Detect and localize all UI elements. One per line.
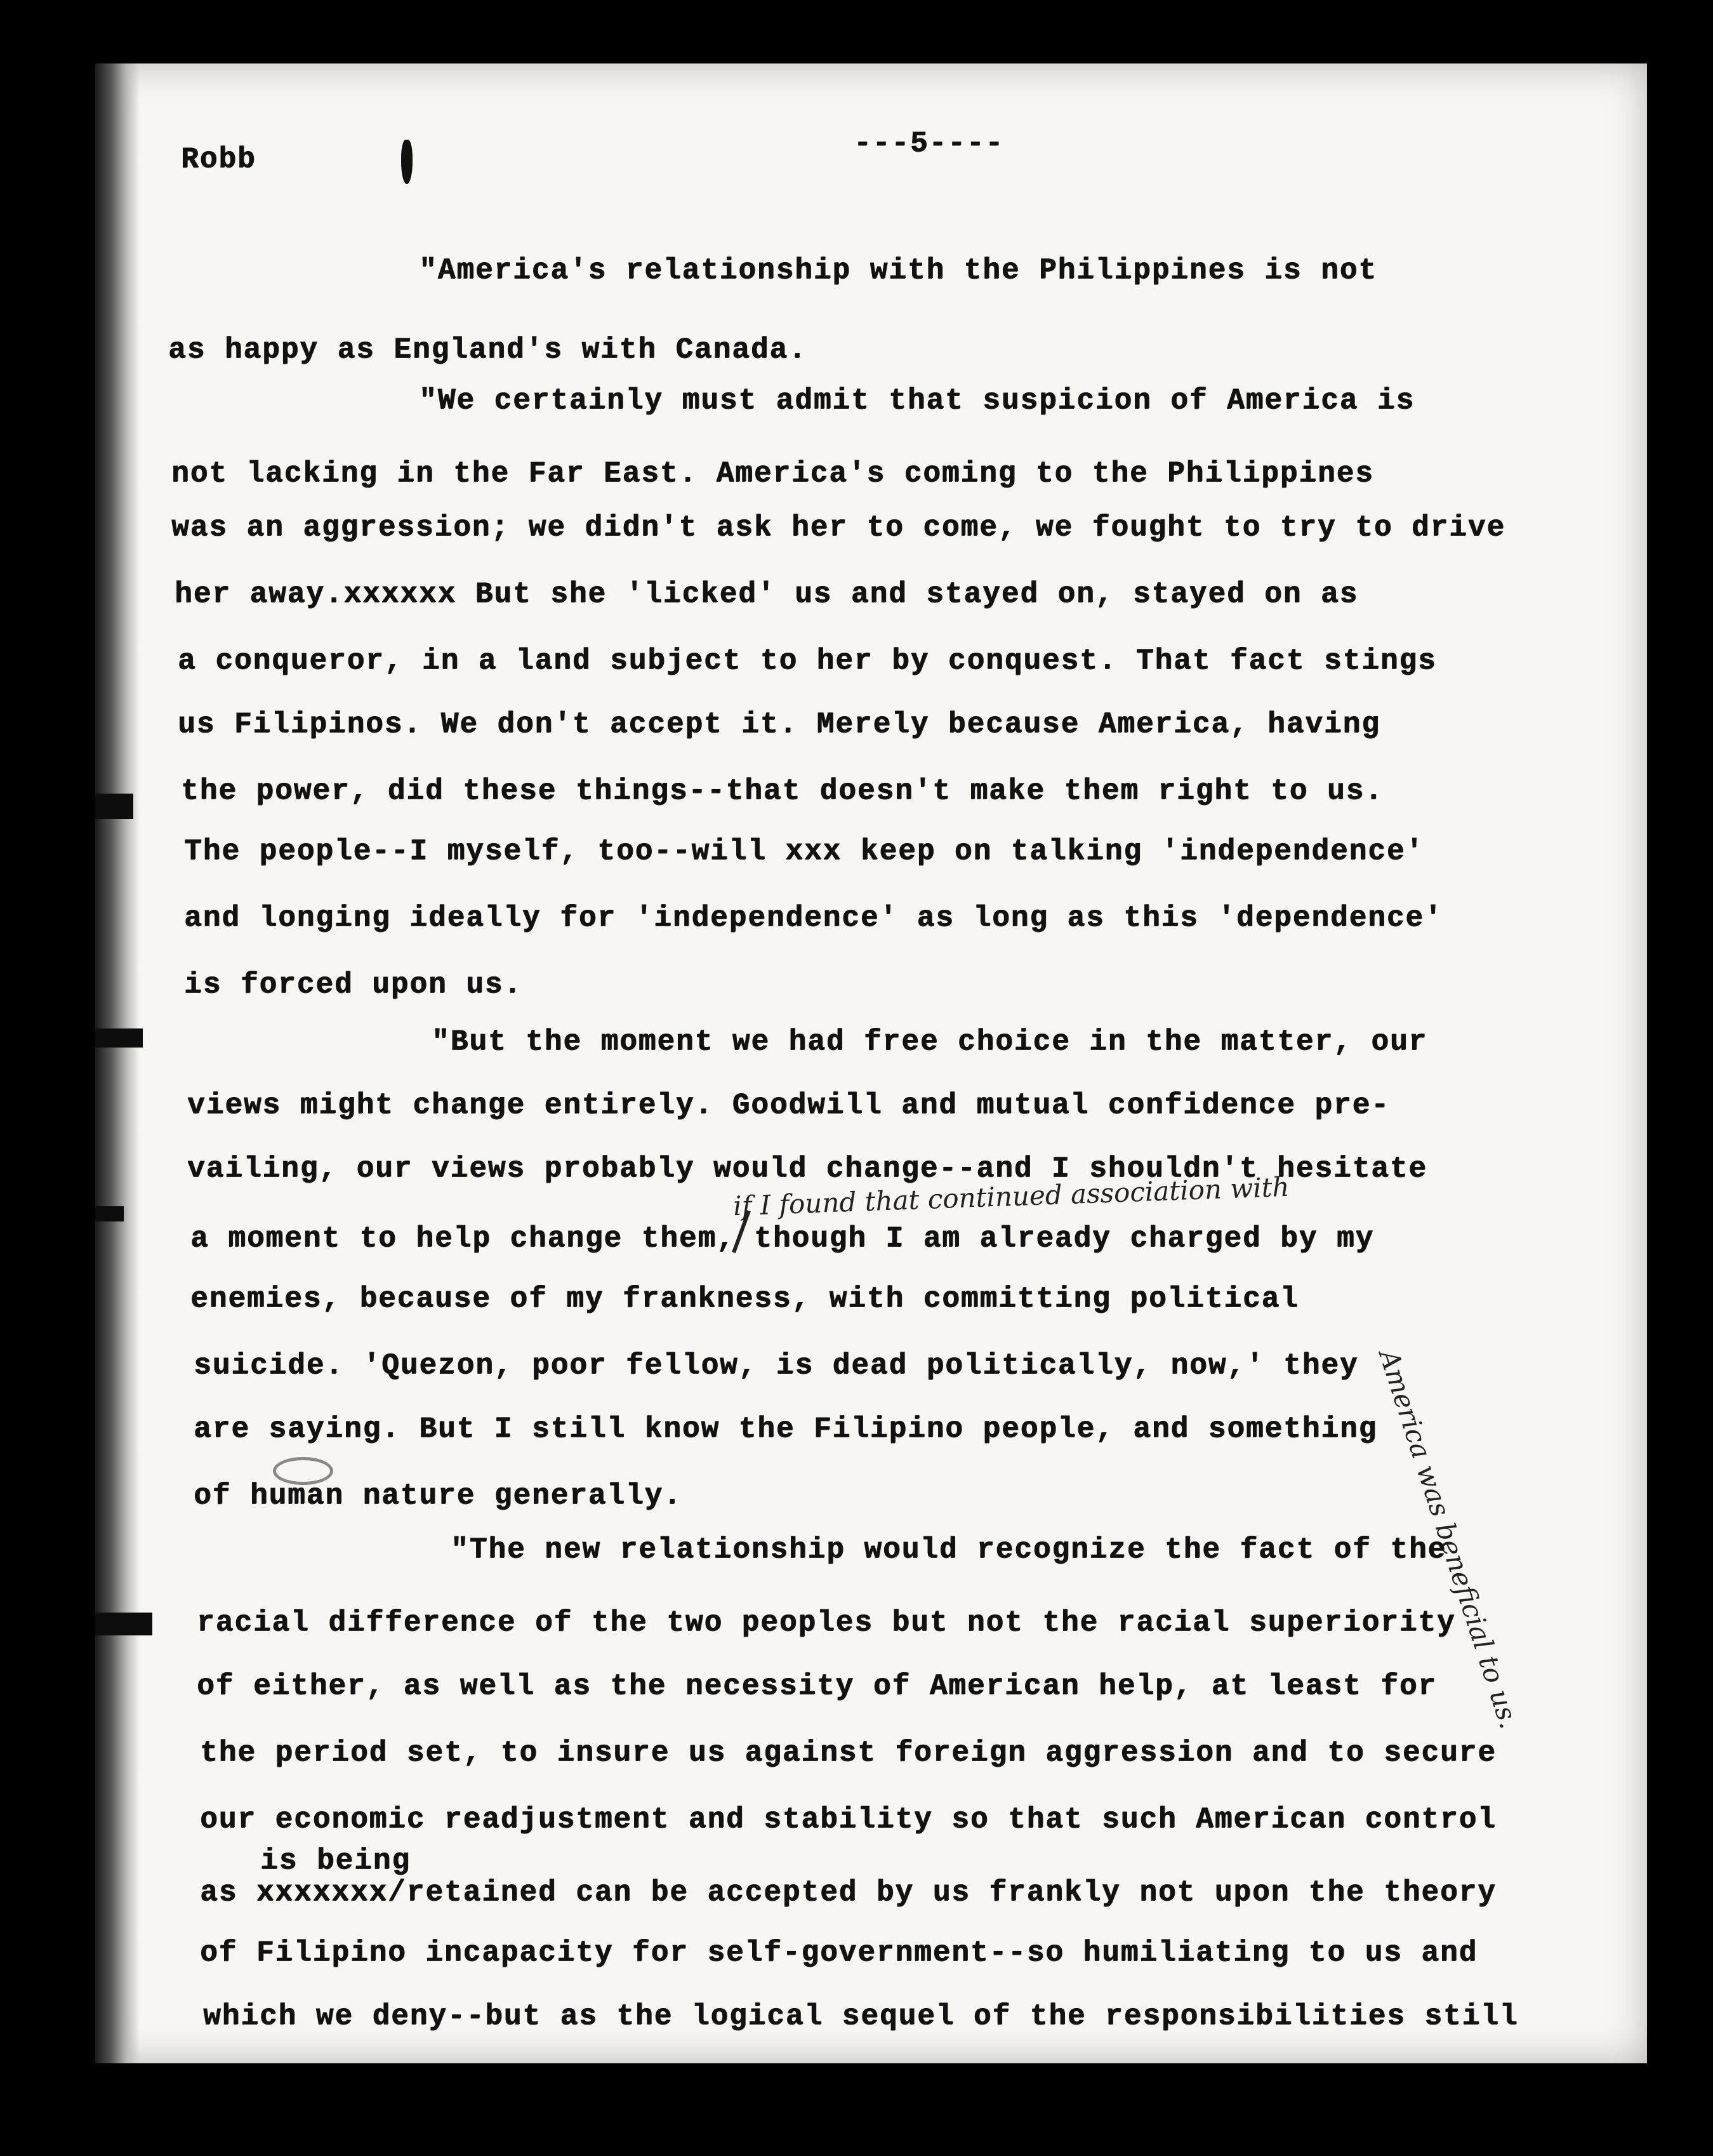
tear-mark: [95, 1028, 143, 1048]
tear-mark: [95, 1206, 124, 1221]
tear-mark: [95, 794, 133, 819]
text-line-14: views might change entirely. Goodwill and mutual confidence pre-: [187, 1089, 1390, 1122]
tear-mark: [95, 1613, 152, 1635]
header-author: Robb: [181, 143, 256, 176]
text-line-23: of either, as well as the necessity of American help, at least for: [197, 1670, 1437, 1703]
text-line-26: as xxxxxxx/retained can be accepted by us frankly not upon the theory: [200, 1876, 1497, 1909]
text-line-21: "The new relationship would recognize the fact of the: [451, 1533, 1447, 1566]
text-line-12: is forced upon us.: [184, 968, 522, 1001]
text-line-4: not lacking in the Far East. America's coming to the Philippines: [171, 457, 1374, 490]
text-line-5: was an aggression; we didn't ask her to come, we fought to try to drive: [171, 511, 1505, 544]
text-line-7: a conqueror, in a land subject to her by conquest. That fact stings: [178, 644, 1437, 677]
text-line-16: a moment to help change them, though I am already charged by my: [190, 1222, 1375, 1255]
text-line-15: vailing, our views probably would change--and I shouldn't hesitate: [187, 1152, 1427, 1185]
margin-ink-mark: [401, 140, 413, 184]
text-line-22: racial difference of the two peoples but not the racial superiority: [197, 1606, 1456, 1639]
text-line-25: our economic readjustment and stability so that such American control: [200, 1803, 1497, 1836]
text-line-28: which we deny--but as the logical sequel of the responsibilities still: [203, 2000, 1519, 2033]
text-line-24: the period set, to insure us against foreign aggression and to secure: [200, 1736, 1497, 1769]
handwritten-insertion: if I found that continued association with: [732, 1171, 1290, 1222]
text-line-10: The people--I myself, too--will xxx keep on talking 'independence': [184, 835, 1424, 868]
text-line-9: the power, did these things--that doesn't make them right to us.: [181, 775, 1384, 808]
text-line-17: enemies, because of my frankness, with committing political: [190, 1282, 1299, 1315]
text-line-20: of human nature generally.: [194, 1479, 682, 1512]
torn-left-edge: [95, 63, 140, 2063]
text-line-3: "We certainly must admit that suspicion of America is: [419, 384, 1415, 417]
handwritten-margin-note: America was beneficial to us.: [1373, 1346, 1525, 1733]
text-line-1: "America's relationship with the Philippines is not: [419, 254, 1377, 287]
text-line-6: her away.xxxxxx But she 'licked' us and stayed on, stayed on as: [175, 578, 1359, 611]
text-line-18: suicide. 'Quezon, poor fellow, is dead politically, now,' they: [194, 1349, 1359, 1382]
text-line-2: as happy as England's with Canada.: [168, 333, 807, 366]
text-line-13: "But the moment we had free choice in the matter, our: [432, 1025, 1428, 1058]
insertion-is-being: is being: [260, 1844, 411, 1877]
text-line-8: us Filipinos. We don't accept it. Merely because America, having: [178, 708, 1380, 741]
text-line-19: are saying. But I still know the Filipino people, and something: [194, 1413, 1378, 1446]
text-line-11: and longing ideally for 'independence' as long as this 'dependence': [184, 902, 1443, 935]
page-number: ---5----: [854, 127, 1004, 160]
text-line-27: of Filipino incapacity for self-government--so humiliating to us and: [200, 1936, 1478, 1969]
